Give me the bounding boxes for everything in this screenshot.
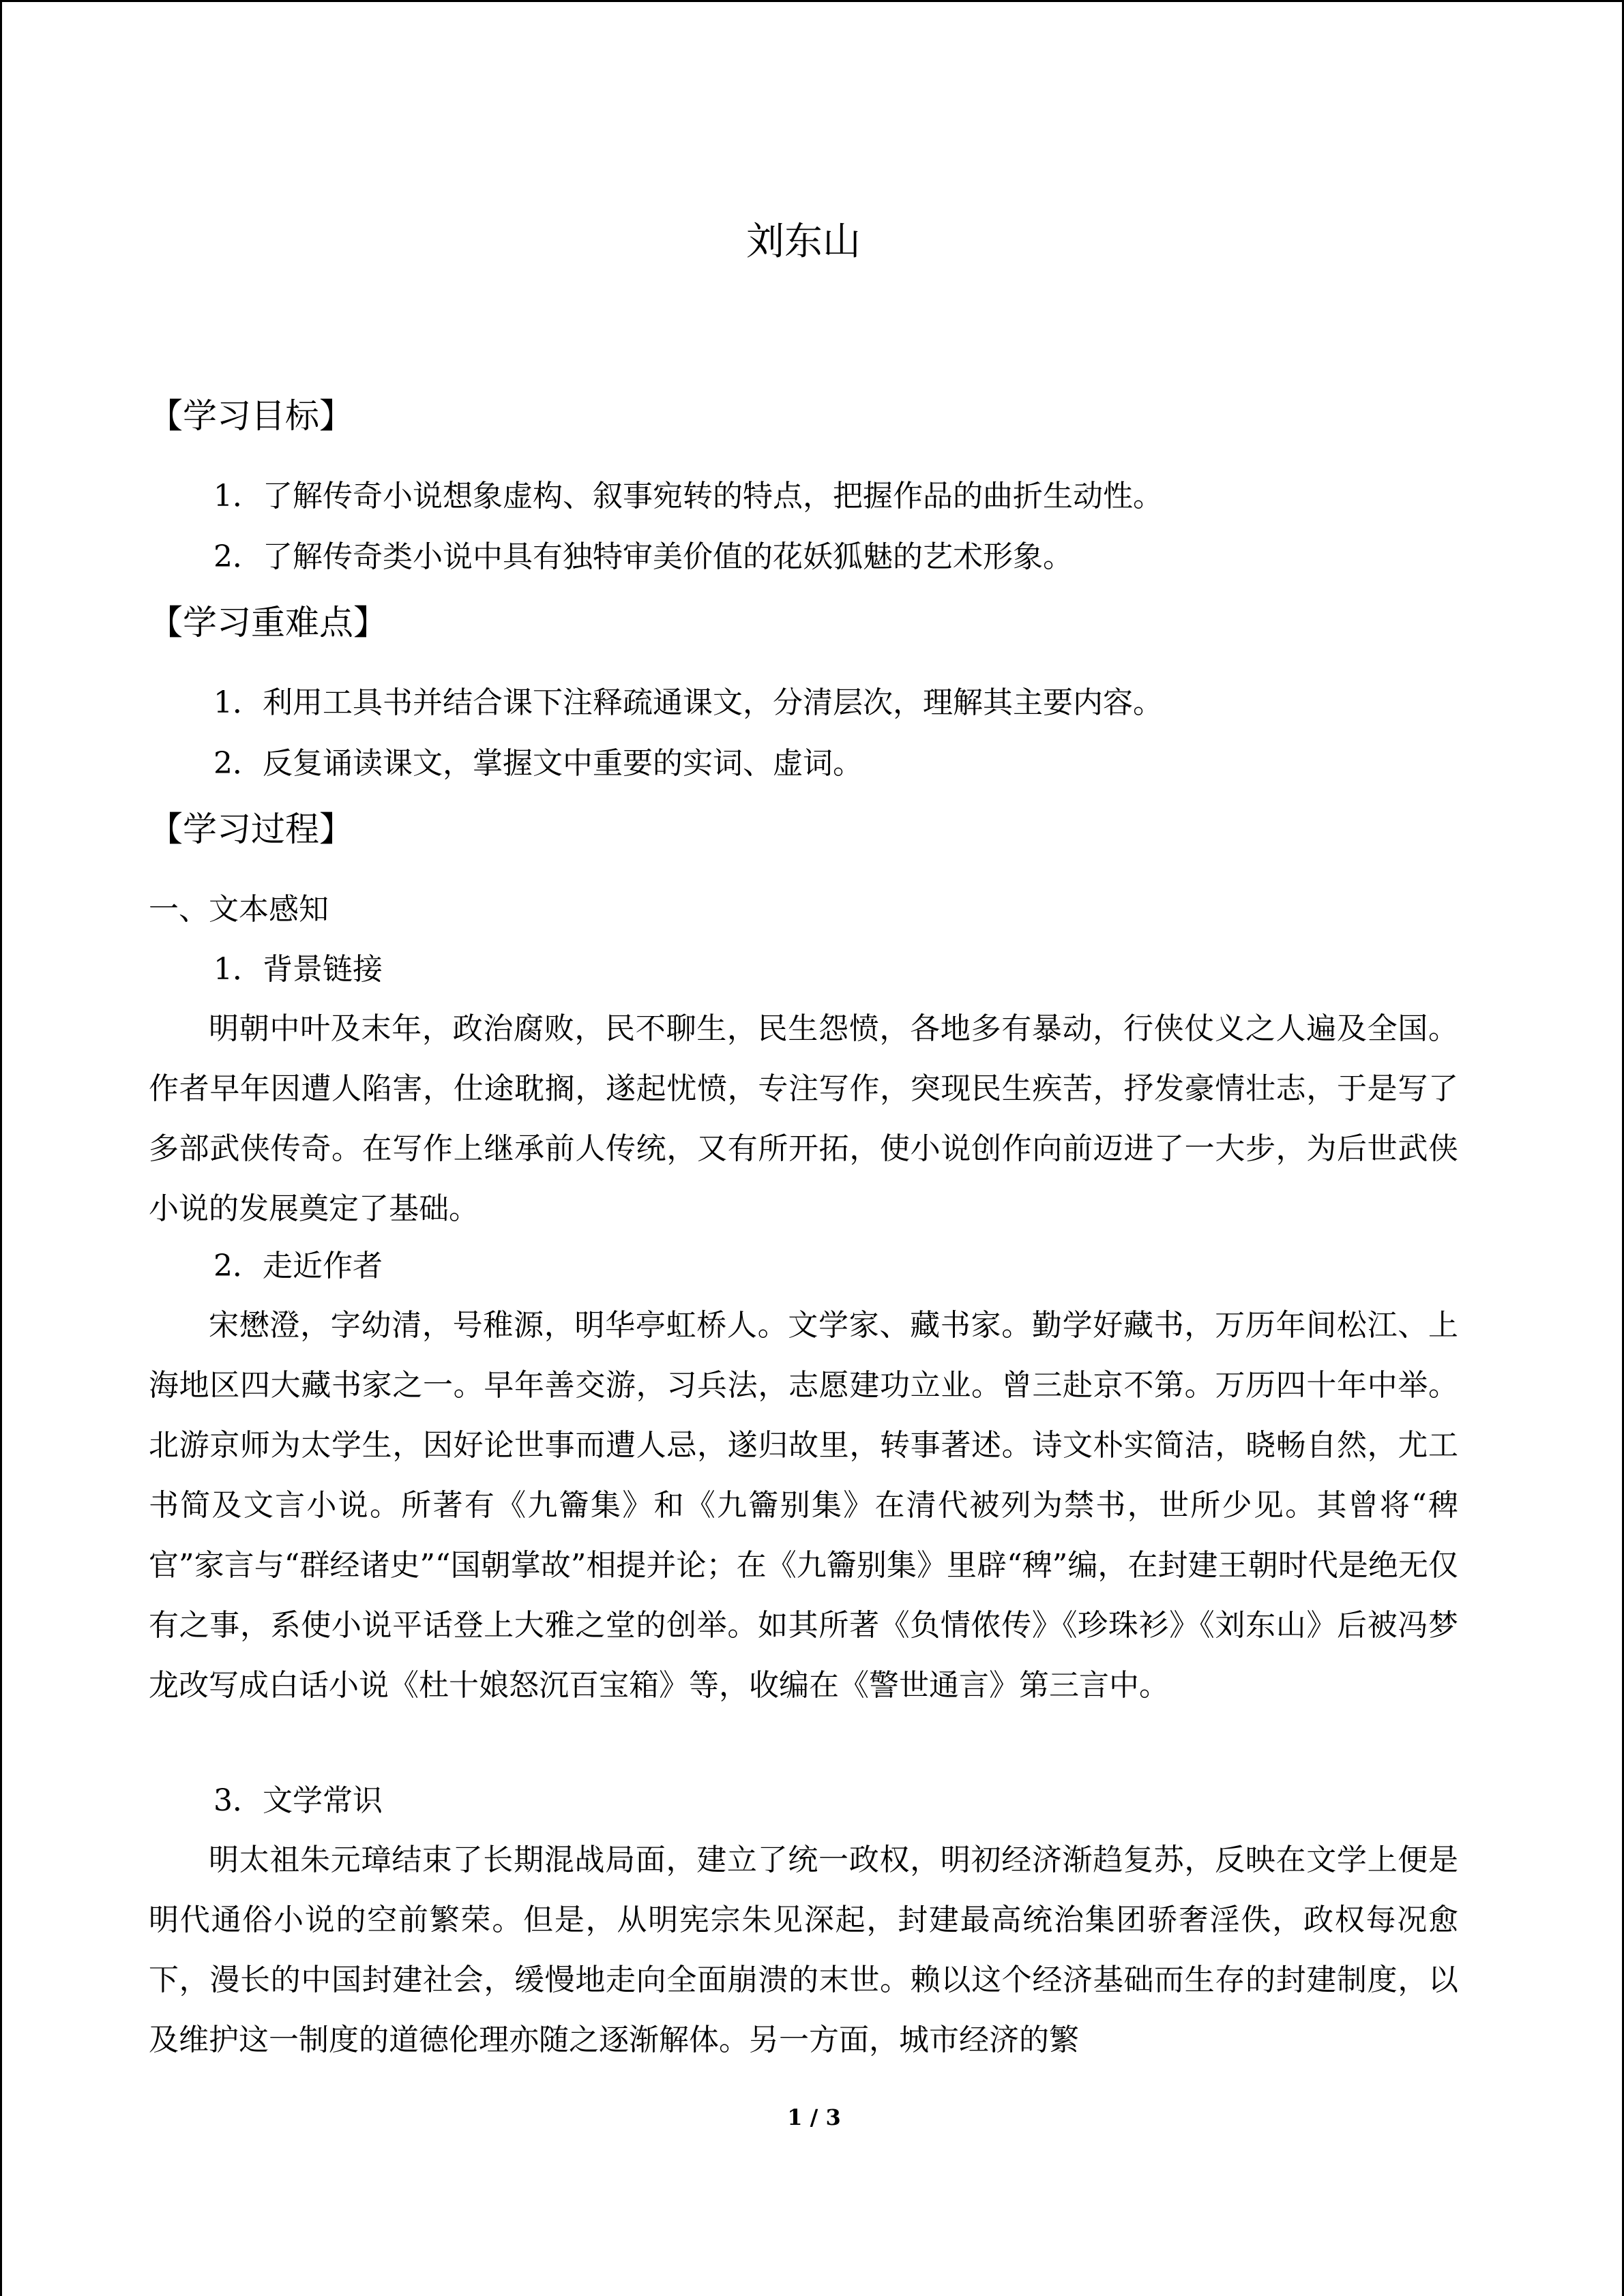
section-heading-process: 【学习过程】 — [149, 809, 353, 849]
section-heading-key-points: 【学习重难点】 — [149, 603, 387, 642]
paragraph-background: 明朝中叶及末年，政治腐败，民不聊生，民生怨愤，各地多有暴动，行侠仗义之人遍及全国。作者早年因遭人陷害，仕途耽搁，遂起忧愤，专注写作，突现民生疾苦，抒发豪情壮志，于是写了多部武侠传奇。在写作上继承前人传统，又有所开拓，使小说创作向前迈进了一大步，为后世武侠小说的发展奠定了基础。 — [149, 1011, 1458, 1226]
key-point-item-2: 2．反复诵读课文，掌握文中重要的实词、虚词。 — [213, 746, 863, 781]
paragraph-author: 宋懋澄，字幼清，号稚源，明华亭虹桥人。文学家、藏书家。勤学好藏书，万历年间松江、上海地区四大藏书家之一。早年善交游，习兵法，志愿建功立业。曾三赴京不第。万历四十年中举。北游京师为太学生，因好论世事而遭人忌，遂归故里，转事著述。诗文朴实简洁，晓畅自然，尤工书简及文言小说。所著有《九籥集》和《九籥别集》在清代被列为禁书，世所少见。其曾将“稗官”家言与“群经诸史”“国朝掌故”相提并论；在《九籥别集》里辟“稗”编，在封建王朝时代是绝无仅有之事，系使小说平话登上大雅之堂的创举。如其所著《负情侬传》《珍珠衫》《刘东山》后被冯梦龙改写成白话小说《杜十娘怒沉百宝箱》等，收编在《警世通言》第三言中。 — [149, 1308, 1458, 1703]
document-title: 刘东山 — [746, 220, 861, 264]
sub-label-background: 1．背景链接 — [213, 952, 383, 987]
page-number: 1 / 3 — [787, 2104, 841, 2130]
sub-label-literary-knowledge: 3．文学常识 — [213, 1783, 383, 1818]
key-point-item-1: 1．利用工具书并结合课下注释疏通课文，分清层次，理解其主要内容。 — [213, 685, 1163, 720]
part-label-text-perception: 一、文本感知 — [149, 892, 329, 927]
goal-item-1: 1．了解传奇小说想象虚构、叙事宛转的特点，把握作品的曲折生动性。 — [213, 479, 1163, 513]
sub-label-author: 2．走近作者 — [213, 1249, 383, 1283]
goal-item-2: 2．了解传奇类小说中具有独特审美价值的花妖狐魅的艺术形象。 — [213, 539, 1073, 574]
paragraph-literary-knowledge: 明太祖朱元璋结束了长期混战局面，建立了统一政权，明初经济渐趋复苏，反映在文学上便是明代通俗小说的空前繁荣。但是，从明宪宗朱见深起，封建最高统治集团骄奢淫佚，政权每况愈下，漫长的中国封建社会，缓慢地走向全面崩溃的末世。赖以这个经济基础而生存的封建制度，以及维护这一制度的道德伦理亦随之逐渐解体。另一方面，城市经济的繁 — [149, 1843, 1458, 2057]
section-heading-goals: 【学习目标】 — [149, 396, 353, 436]
